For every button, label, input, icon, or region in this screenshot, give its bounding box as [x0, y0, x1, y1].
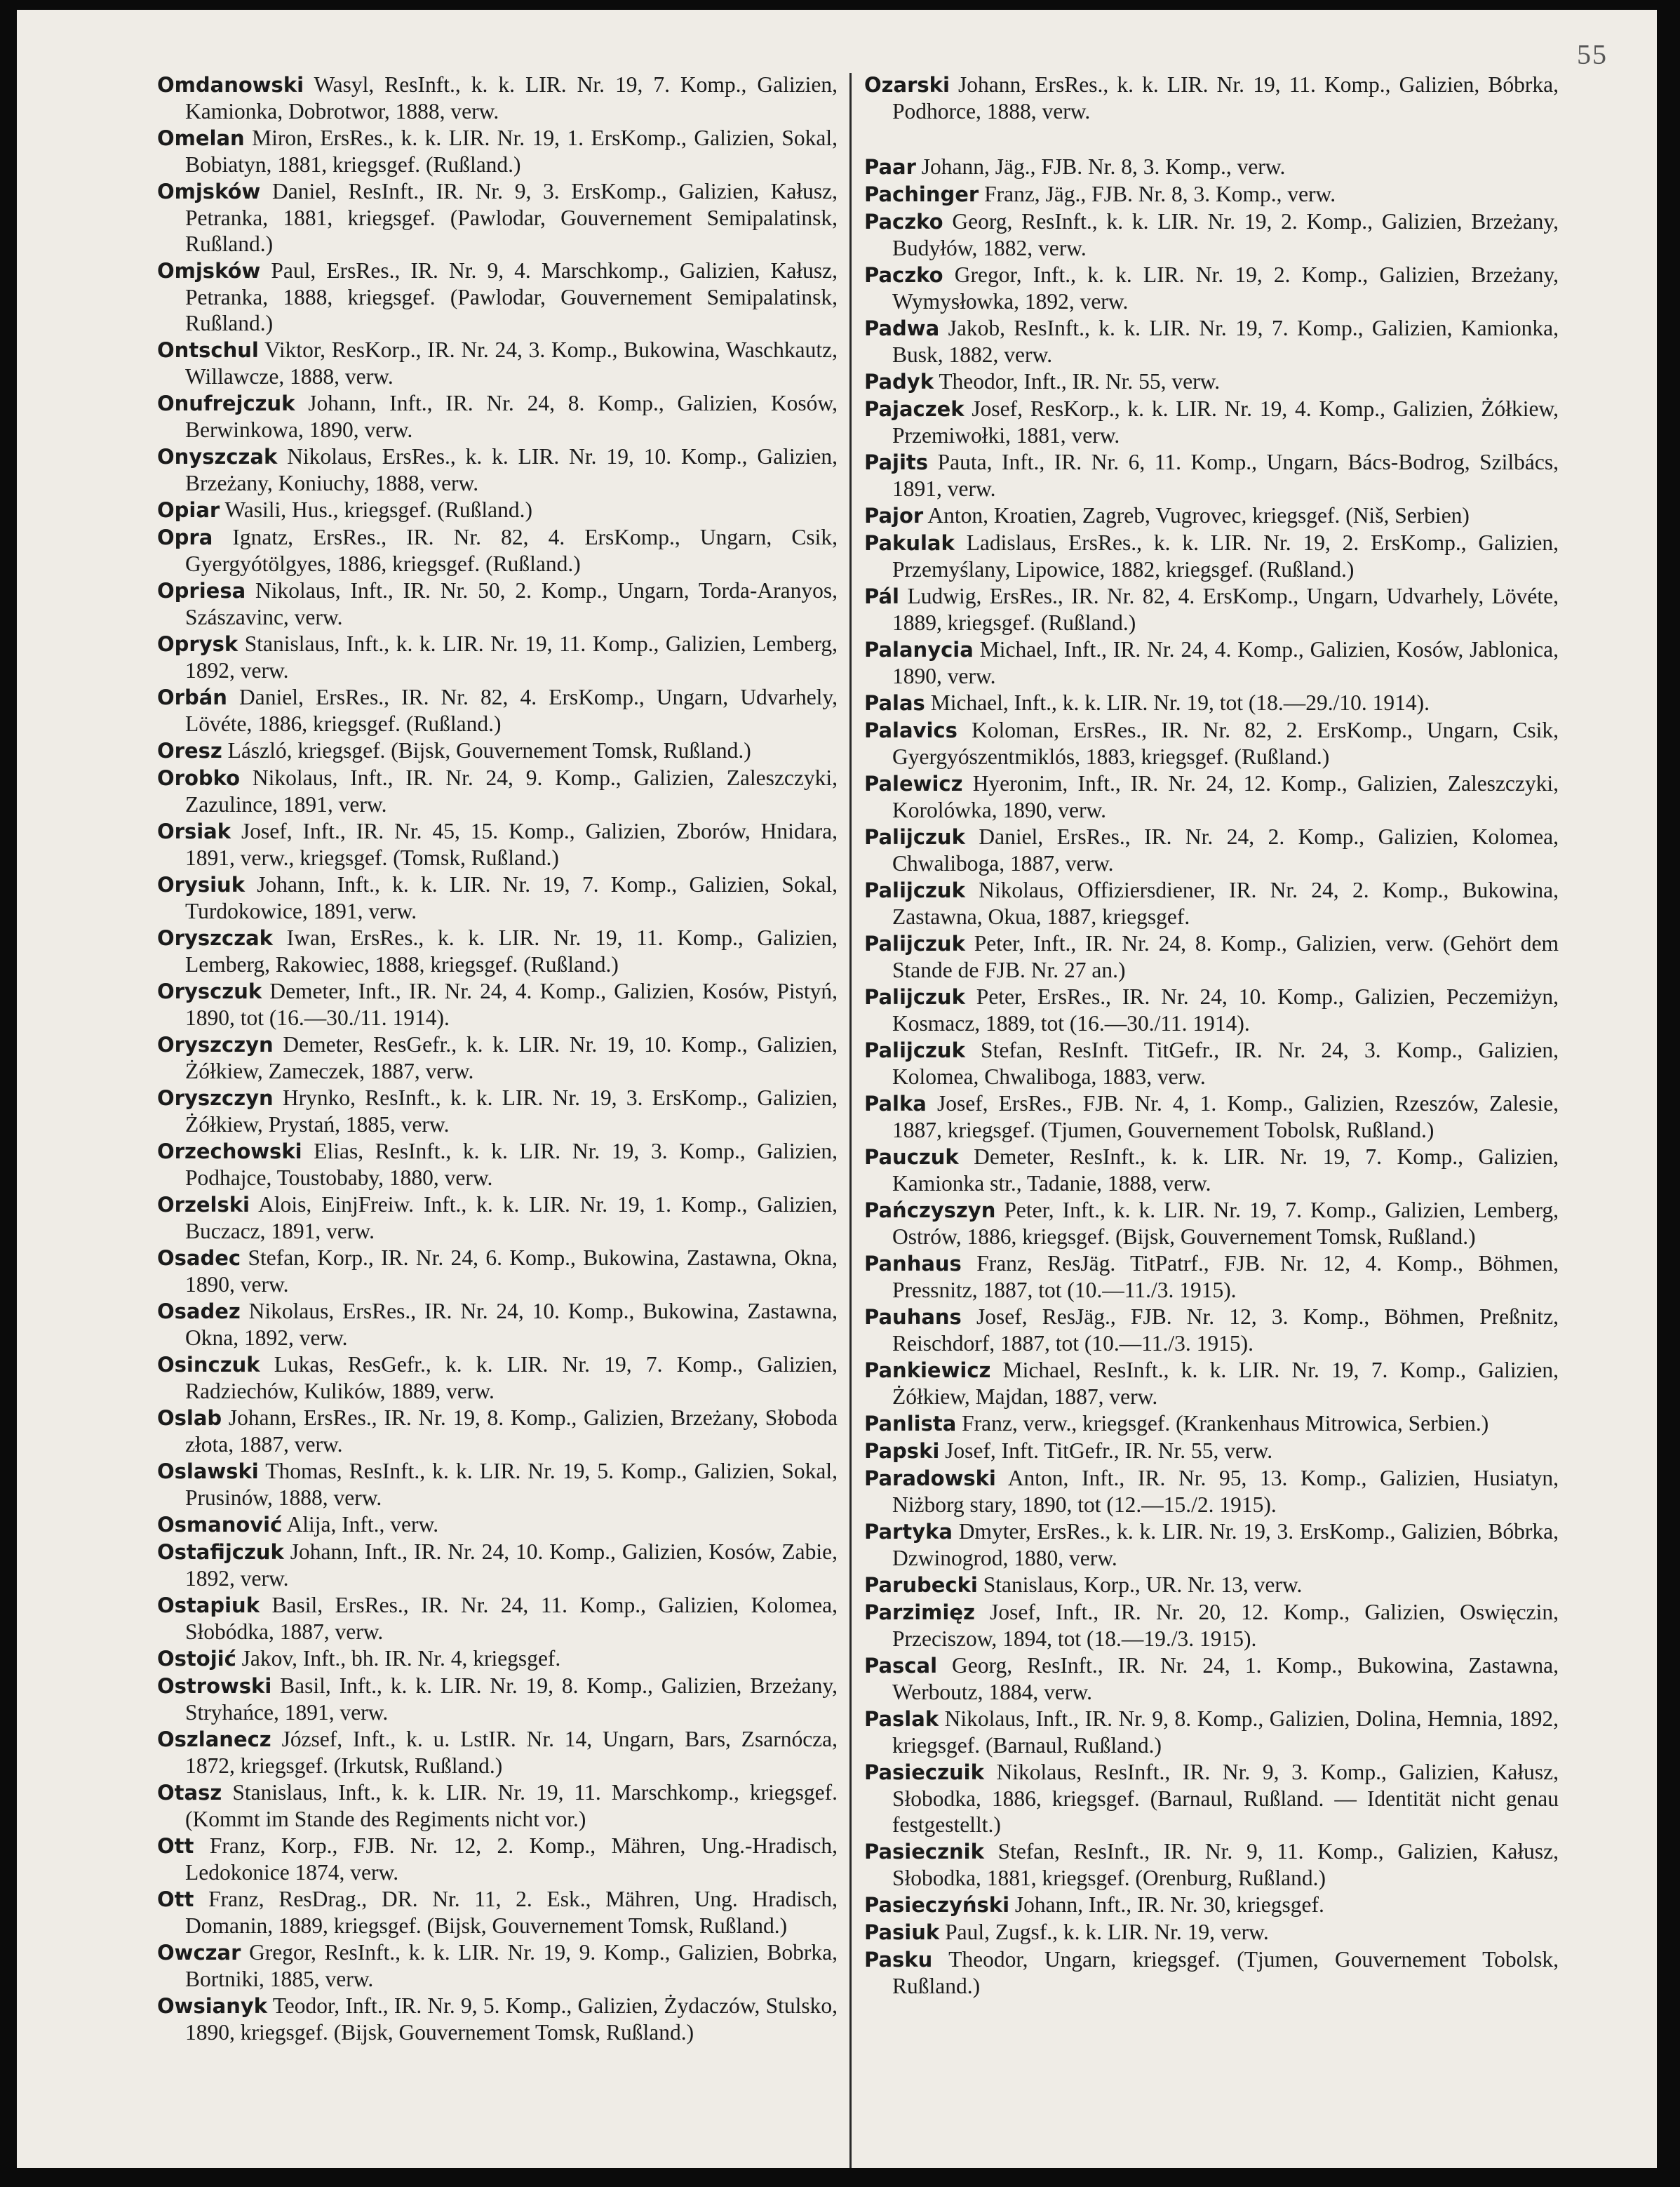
entry-surname: Oryszczyn [157, 1086, 274, 1110]
entry-surname: Orysiuk [157, 873, 245, 897]
list-entry [864, 770, 1559, 823]
entry-details: Daniel, ResInft., IR. Nr. 9, 3. ErsKomp., Galizien, Kałusz, Petranka, 1881, kriegsgef. (Pawlodar, Gouvernement Semipalatinsk, Rußland.) [185, 179, 838, 256]
entry-surname: Padwa [864, 316, 940, 340]
list-entry [864, 1892, 1559, 1918]
entry-surname: Palijczuk [864, 932, 965, 956]
list-entry [157, 1833, 838, 1885]
entry-surname: Palijczuk [864, 1038, 965, 1062]
entry-surname: Orzechowski [157, 1139, 302, 1163]
entry-details: Paul, ErsRes., IR. Nr. 9, 4. Marschkomp., Galizien, Kałusz, Petranka, 1888, kriegsgef. (Pawlodar, Gouvernement Semipalatinsk, Rußland.) [185, 258, 838, 335]
entry-details: Peter, Inft., IR. Nr. 24, 8. Komp., Galizien, verw. (Gehört dem Stande de FJB. Nr. 27 an.) [892, 931, 1559, 982]
entry-surname: Omdanowski [157, 73, 304, 97]
list-entry [864, 1304, 1559, 1356]
entry-details: Josef, Inft., IR. Nr. 45, 15. Komp., Galizien, Zborów, Hnidara, 1891, verw., kriegsgef. (Tomsk, Rußland.) [185, 819, 838, 870]
entry-surname: Owsianyk [157, 1994, 268, 2018]
entry-details: Dmyter, ErsRes., k. k. LIR. Nr. 19, 3. ErsKomp., Galizien, Bóbrka, Dzwinogrod, 1880, verw. [892, 1519, 1559, 1570]
list-entry [864, 1438, 1559, 1464]
entry-surname: Omjsków [157, 259, 261, 283]
entry-details: Nikolaus, ErsRes., k. k. LIR. Nr. 19, 10. Komp., Galizien, Brzeżany, Koniuchy, 1888, verw. [185, 444, 838, 495]
entry-details: Johann, Inft., IR. Nr. 24, 8. Komp., Galizien, Kosów, Berwinkowa, 1890, verw. [185, 391, 838, 442]
list-entry [157, 1298, 838, 1351]
list-entry [157, 497, 838, 523]
list-entry [864, 930, 1559, 983]
entry-details: Nikolaus, Offiziersdiener, IR. Nr. 24, 2. Komp., Bukowina, Zastawna, Okua, 1887, kriegsgef. [892, 878, 1559, 929]
entry-details: Lukas, ResGefr., k. k. LIR. Nr. 19, 7. Komp., Galizien, Radziechów, Kulików, 1889, verw. [185, 1352, 838, 1403]
list-entry [864, 154, 1559, 180]
entry-surname: Ozarski [864, 73, 950, 97]
list-entry [157, 1191, 838, 1244]
entry-details: Josef, Inft., IR. Nr. 20, 12. Komp., Galizien, Oswięczin, Przeciszow, 1894, tot (18.—19./3. 1915). [892, 1600, 1559, 1651]
list-entry [157, 1539, 838, 1591]
list-entry [157, 1405, 838, 1457]
entry-details: Teodor, Inft., IR. Nr. 9, 5. Komp., Galizien, Żydaczów, Stulsko, 1890, kriegsgef. (Bijsk, Gouvernement Tomsk, Rußland.) [185, 1993, 838, 2045]
entry-details: Franz, Jäg., FJB. Nr. 8, 3. Komp., verw. [984, 182, 1336, 206]
entry-surname: Opra [157, 526, 213, 549]
entry-details: Franz, verw., kriegsgef. (Krankenhaus Mitrowica, Serbien.) [962, 1411, 1489, 1436]
entry-details: Josef, Inft. TitGefr., IR. Nr. 55, verw. [945, 1438, 1273, 1463]
entry-surname: Osadec [157, 1246, 241, 1270]
entry-surname: Palijczuk [864, 825, 965, 849]
entry-details: Johann, Inft., IR. Nr. 24, 10. Komp., Galizien, Kosów, Zabie, 1892, verw. [185, 1539, 838, 1591]
entry-details: Nikolaus, Inft., IR. Nr. 50, 2. Komp., Ungarn, Torda-Aranyos, Szászavinc, verw. [185, 578, 838, 629]
entry-surname: Pajaczek [864, 397, 965, 421]
list-entry [157, 765, 838, 817]
entry-details: Johann, ErsRes., k. k. LIR. Nr. 19, 11. Komp., Galizien, Bóbrka, Podhorce, 1888, verw. [892, 72, 1559, 123]
list-entry [157, 1085, 838, 1137]
entry-surname: Osadez [157, 1299, 241, 1323]
entry-details: Demeter, ResInft., k. k. LIR. Nr. 19, 7. Komp., Galizien, Kamionka str., Tadanie, 1888, verw. [892, 1144, 1559, 1196]
entry-details: Viktor, ResKorp., IR. Nr. 24, 3. Komp., Bukowina, Waschkautz, Willawcze, 1888, verw. [185, 337, 838, 389]
entry-surname: Ostrowski [157, 1674, 272, 1698]
list-entry [157, 178, 838, 257]
entry-surname: Paczko [864, 210, 943, 234]
list-entry [864, 502, 1559, 529]
list-entry [864, 1759, 1559, 1838]
list-entry [157, 818, 838, 871]
list-entry [864, 530, 1559, 582]
entry-details: Johann, Inft., k. k. LIR. Nr. 19, 7. Komp., Galizien, Sokal, Turdokowice, 1891, verw. [185, 872, 838, 923]
list-entry [864, 1037, 1559, 1090]
list-entry [864, 1652, 1559, 1705]
entry-details: Nikolaus, ErsRes., IR. Nr. 24, 10. Komp., Bukowina, Zastawna, Okna, 1892, verw. [185, 1299, 838, 1350]
entry-surname: Pasku [864, 1948, 933, 1972]
entry-surname: Owczar [157, 1941, 241, 1965]
entry-details: Alija, Inft., verw. [286, 1512, 439, 1537]
entry-surname: Paar [864, 155, 916, 179]
entry-surname: Ostojić [157, 1647, 236, 1671]
list-entry [157, 72, 838, 124]
list-entry [157, 1458, 838, 1511]
list-entry [864, 315, 1559, 368]
right-column [864, 72, 1559, 2000]
entry-details: Johann, ErsRes., IR. Nr. 19, 8. Komp., Galizien, Brzeżany, Słoboda złota, 1887, verw. [185, 1405, 838, 1457]
entry-surname: Otasz [157, 1781, 222, 1805]
entry-surname: Palka [864, 1092, 927, 1116]
entry-details: Peter, ErsRes., IR. Nr. 24, 10. Komp., Galizien, Peczemiżyn, Kosmacz, 1889, tot (16.—30./11. 1914). [892, 984, 1559, 1036]
entry-surname: Paczko [864, 263, 943, 287]
entry-surname: Ott [157, 1834, 194, 1858]
entry-surname: Palijczuk [864, 878, 965, 902]
entry-details: Stefan, Korp., IR. Nr. 24, 6. Komp., Bukowina, Zastawna, Okna, 1890, verw. [185, 1245, 838, 1297]
entry-surname: Orbán [157, 685, 227, 709]
entry-details: Gregor, Inft., k. k. LIR. Nr. 19, 2. Komp., Galizien, Brzeżany, Wymysłowka, 1892, verw. [892, 262, 1559, 314]
entry-surname: Palas [864, 691, 925, 715]
entry-surname: Pakulak [864, 531, 955, 555]
list-entry [157, 1351, 838, 1404]
list-entry [864, 583, 1559, 636]
entry-surname: Pasiuk [864, 1920, 940, 1944]
list-entry [157, 1245, 838, 1297]
list-entry [864, 1572, 1559, 1598]
column-divider [849, 73, 852, 2168]
entry-details: Demeter, ResGefr., k. k. LIR. Nr. 19, 10. Komp., Galizien, Żółkiew, Zameczek, 1887, verw. [185, 1032, 838, 1083]
entry-details: Michael, Inft., k. k. LIR. Nr. 19, tot (18.—29./10. 1914). [930, 690, 1430, 715]
list-entry [157, 577, 838, 630]
entry-details: Gregor, ResInft., k. k. LIR. Nr. 19, 9. Komp., Galizien, Bobrka, Bortniki, 1885, verw. [185, 1940, 838, 1991]
list-entry [864, 1090, 1559, 1143]
entry-surname: Oszlanecz [157, 1727, 271, 1751]
entry-details: Michael, ResInft., k. k. LIR. Nr. 19, 7. Komp., Galizien, Żółkiew, Majdan, 1887, verw. [892, 1358, 1559, 1409]
list-entry [157, 1886, 838, 1939]
entry-surname: Parubecki [864, 1573, 978, 1597]
entry-details: Miron, ErsRes., k. k. LIR. Nr. 19, 1. ErsKomp., Galizien, Sokal, Bobiatyn, 1881, kriegsgef. (Rußland.) [185, 126, 838, 177]
list-entry [864, 1250, 1559, 1303]
list-entry [864, 262, 1559, 314]
list-entry [864, 824, 1559, 876]
list-entry [864, 72, 1559, 124]
entry-surname: Oresz [157, 739, 222, 763]
list-entry [864, 1599, 1559, 1652]
list-entry [157, 125, 838, 178]
entry-surname: Ostafijczuk [157, 1540, 284, 1564]
list-entry [157, 258, 838, 336]
list-entry [864, 396, 1559, 448]
entry-surname: Opriesa [157, 579, 246, 603]
entry-surname: Pasieczuik [864, 1760, 984, 1784]
entry-details: Alois, EinjFreiw. Inft., k. k. LIR. Nr. 19, 1. Komp., Galizien, Buczacz, 1891, verw. [185, 1192, 838, 1243]
entry-details: Theodor, Inft., IR. Nr. 55, verw. [939, 369, 1221, 394]
entry-details: Stanislaus, Korp., UR. Nr. 13, verw. [983, 1572, 1303, 1597]
page-number: 55 [1577, 39, 1608, 70]
entry-surname: Pańczyszyn [864, 1198, 996, 1222]
entry-surname: Palijczuk [864, 985, 965, 1009]
entry-surname: Pascal [864, 1654, 938, 1678]
list-entry [864, 877, 1559, 930]
entry-details: Hrynko, ResInft., k. k. LIR. Nr. 19, 3. ErsKomp., Galizien, Żółkiew, Prystań, 1885, verw. [185, 1085, 838, 1137]
entry-details: Ignatz, ErsRes., IR. Nr. 82, 4. ErsKomp., Ungarn, Csik, Gyergyótölgyes, 1886, kriegsgef. (Rußland.) [185, 525, 838, 576]
entry-details: Ladislaus, ErsRes., k. k. LIR. Nr. 19, 2. ErsKomp., Galizien, Przemyślany, Lipowice, 1882, kriegsgef. (Rußland.) [892, 530, 1559, 582]
list-entry [864, 636, 1559, 689]
entry-details: Josef, ErsRes., FJB. Nr. 4, 1. Komp., Galizien, Rzeszów, Zalesie, 1887, kriegsgef. (Tjumen, Gouvernement Tobolsk, Rußland.) [892, 1091, 1559, 1142]
list-entry [864, 1706, 1559, 1758]
list-entry [864, 1946, 1559, 1999]
list-entry [157, 524, 838, 577]
entry-surname: Omjsków [157, 180, 261, 203]
entry-details: Michael, Inft., IR. Nr. 24, 4. Komp., Galizien, Kosów, Jablonica, 1890, verw. [892, 637, 1559, 688]
entry-details: Paul, Zugsf., k. k. LIR. Nr. 19, verw. [945, 1920, 1269, 1944]
entry-details: Jakob, ResInft., k. k. LIR. Nr. 19, 7. Komp., Galizien, Kamionka, Busk, 1882, verw. [892, 316, 1559, 367]
entry-surname: Pasieczyński [864, 1893, 1010, 1917]
entry-details: Anton, Kroatien, Zagreb, Vugrovec, kriegsgef. (Niš, Serbien) [927, 503, 1470, 528]
entry-surname: Palavics [864, 718, 957, 742]
entry-surname: Pauhans [864, 1305, 962, 1329]
entry-details: Theodor, Ungarn, kriegsgef. (Tjumen, Gouvernement Tobolsk, Rußland.) [892, 1947, 1559, 1998]
entry-surname: Oprysk [157, 632, 238, 656]
entry-surname: Onufrejczuk [157, 392, 295, 415]
list-entry [157, 1939, 838, 1992]
entry-surname: Ontschul [157, 338, 259, 362]
entry-details: László, kriegsgef. (Bijsk, Gouvernement Tomsk, Rußland.) [227, 738, 751, 763]
list-entry [157, 1673, 838, 1725]
list-entry [864, 1357, 1559, 1410]
entry-details: Elias, ResInft., k. k. LIR. Nr. 19, 3. Komp., Galizien, Podhajce, Toustobaby, 1880, verw. [185, 1139, 838, 1190]
entry-details: Franz, ResJäg. TitPatrf., FJB. Nr. 12, 4. Komp., Böhmen, Pressnitz, 1887, tot (10.—11./3. 1915). [892, 1251, 1559, 1302]
entry-surname: Pankiewicz [864, 1358, 991, 1382]
entry-surname: Paradowski [864, 1466, 996, 1490]
list-entry [864, 1197, 1559, 1250]
entry-details: Iwan, ErsRes., k. k. LIR. Nr. 19, 11. Komp., Galizien, Lemberg, Rakowiec, 1888, kriegsgef. (Rußland.) [185, 925, 838, 977]
list-entry [864, 368, 1559, 395]
entry-surname: Ott [157, 1887, 194, 1911]
entry-details: Stefan, ResInft. TitGefr., IR. Nr. 24, 3. Komp., Galizien, Kolomea, Chwaliboga, 1883, verw. [892, 1038, 1559, 1089]
entry-details: Franz, ResDrag., DR. Nr. 11, 2. Esk., Mähren, Ung. Hradisch, Domanin, 1889, kriegsgef. (Bijsk, Gouvernement Tomsk, Rußland.) [185, 1887, 838, 1938]
entry-surname: Papski [864, 1439, 940, 1463]
list-entry [157, 1645, 838, 1672]
list-entry [157, 925, 838, 977]
entry-surname: Pajor [864, 504, 924, 528]
list-entry [864, 1410, 1559, 1437]
entry-surname: Opiar [157, 498, 220, 522]
entry-details: Wasili, Hus., kriegsgef. (Rußland.) [224, 497, 532, 522]
list-entry [157, 684, 838, 737]
list-entry [157, 737, 838, 764]
entry-surname: Pajits [864, 450, 929, 474]
entry-surname: Oslawski [157, 1459, 259, 1483]
entry-details: Josef, ResJäg., FJB. Nr. 12, 3. Komp., Böhmen, Preßnitz, Reischdorf, 1887, tot (10.—11./3. 1915). [892, 1304, 1559, 1356]
entry-surname: Osmanović [157, 1513, 283, 1537]
entry-details: Georg, ResInft., k. k. LIR. Nr. 19, 2. Komp., Galizien, Brzeżany, Budyłów, 1882, verw. [892, 209, 1559, 260]
entry-details: Demeter, Inft., IR. Nr. 24, 4. Komp., Galizien, Kosów, Pistyń, 1890, tot (16.—30./11. 1914). [185, 979, 838, 1030]
entry-details: Pauta, Inft., IR. Nr. 6, 11. Komp., Ungarn, Bács-Bodrog, Szilbács, 1891, verw. [892, 450, 1559, 501]
list-entry [157, 390, 838, 443]
entry-details: Nikolaus, Inft., IR. Nr. 9, 8. Komp., Galizien, Dolina, Hemnia, 1892, kriegsgef. (Barnaul, Rußland.) [892, 1706, 1559, 1758]
entry-surname: Orysczuk [157, 979, 262, 1003]
entry-surname: Pál [864, 584, 899, 608]
entry-surname: Osinczuk [157, 1353, 260, 1377]
entry-surname: Oryszczyn [157, 1033, 274, 1057]
list-entry [864, 449, 1559, 502]
list-entry [864, 1144, 1559, 1196]
entry-details: Daniel, ErsRes., IR. Nr. 82, 4. ErsKomp., Ungarn, Udvarhely, Lövéte, 1886, kriegsgef. (Rußland.) [185, 685, 838, 736]
entry-details: Stanislaus, Inft., k. k. LIR. Nr. 19, 11. Marschkomp., kriegsgef. (Kommt im Stande des Regiments nicht vor.) [185, 1780, 838, 1831]
entry-details: Johann, Inft., IR. Nr. 30, kriegsgef. [1014, 1892, 1324, 1917]
entry-surname: Oslab [157, 1406, 222, 1430]
list-entry [157, 1511, 838, 1538]
entry-surname: Pasiecznik [864, 1840, 984, 1864]
document-page [17, 10, 1657, 2168]
entry-details: Hyeronim, Inft., IR. Nr. 24, 12. Komp., Galizien, Zaleszczyki, Korolówka, 1890, verw. [892, 771, 1559, 822]
entry-surname: Orobko [157, 766, 241, 790]
entry-surname: Ostapiuk [157, 1593, 260, 1617]
list-entry [157, 1031, 838, 1084]
list-entry [864, 717, 1559, 770]
list-entry [157, 443, 838, 496]
entry-details: Basil, ErsRes., IR. Nr. 24, 11. Komp., Galizien, Kolomea, Słobódka, 1887, verw. [185, 1593, 838, 1644]
entry-details: Koloman, ErsRes., IR. Nr. 82, 2. ErsKomp., Ungarn, Csik, Gyergyószentmiklós, 1883, kriegsgef. (Rußland.) [892, 718, 1559, 769]
entry-surname: Orsiak [157, 820, 231, 843]
list-entry [864, 1465, 1559, 1518]
entry-details: Nikolaus, Inft., IR. Nr. 24, 9. Komp., Galizien, Zaleszczyki, Zazulince, 1891, verw. [185, 765, 838, 817]
entry-surname: Palanycia [864, 638, 974, 662]
list-entry [157, 978, 838, 1031]
entry-details: Ludwig, ErsRes., IR. Nr. 82, 4. ErsKomp., Ungarn, Udvarhely, Lövéte, 1889, kriegsgef. (Rußland.) [892, 584, 1559, 635]
list-entry [157, 1138, 838, 1191]
list-entry [864, 1838, 1559, 1891]
entry-surname: Partyka [864, 1520, 953, 1544]
entry-details: Jakov, Inft., bh. IR. Nr. 4, kriegsgef. [241, 1646, 561, 1671]
entry-surname: Paslak [864, 1707, 939, 1731]
left-column [157, 72, 838, 2046]
entry-details: Nikolaus, ResInft., IR. Nr. 9, 3. Komp., Galizien, Kałusz, Słobodka, 1886, kriegsgef. (Barnaul, Rußland. — Identität nicht genau festgestellt.) [892, 1760, 1559, 1837]
list-entry [157, 871, 838, 924]
list-entry [157, 631, 838, 683]
list-entry [864, 181, 1559, 208]
entry-surname: Padyk [864, 370, 934, 394]
list-entry [864, 1919, 1559, 1946]
list-entry [864, 984, 1559, 1036]
entry-surname: Onyszczak [157, 445, 278, 469]
entry-details: Wasyl, ResInft., k. k. LIR. Nr. 19, 7. Komp., Galizien, Kamionka, Dobrotwor, 1888, verw. [185, 72, 838, 123]
list-entry [157, 1993, 838, 2045]
entry-details: Josef, ResKorp., k. k. LIR. Nr. 19, 4. Komp., Galizien, Żółkiew, Przemiwołki, 1881, verw. [892, 396, 1559, 448]
entry-details: Peter, Inft., k. k. LIR. Nr. 19, 7. Komp., Galizien, Lemberg, Ostrów, 1886, kriegsgef. (Bijsk, Gouvernement Tomsk, Rußland.) [892, 1198, 1559, 1249]
list-entry [864, 690, 1559, 716]
entry-surname: Parzimięz [864, 1600, 975, 1624]
entry-details: Thomas, ResInft., k. k. LIR. Nr. 19, 5. Komp., Galizien, Sokal, Prusinów, 1888, verw. [185, 1459, 838, 1510]
entry-surname: Omelan [157, 126, 245, 150]
entry-details: Franz, Korp., FJB. Nr. 12, 2. Komp., Mähren, Ung.-Hradisch, Ledokonice 1874, verw. [185, 1833, 838, 1885]
list-entry [864, 208, 1559, 261]
entry-surname: Panhaus [864, 1252, 962, 1276]
entry-surname: Pauczuk [864, 1145, 959, 1169]
list-entry [157, 337, 838, 389]
entry-surname: Panlista [864, 1412, 957, 1436]
list-entry [157, 1726, 838, 1779]
entry-details: Stanislaus, Inft., k. k. LIR. Nr. 19, 11. Komp., Galizien, Lemberg, 1892, verw. [185, 631, 838, 683]
list-entry [157, 1592, 838, 1645]
list-entry [864, 1518, 1559, 1571]
entry-details: Basil, Inft., k. k. LIR. Nr. 19, 8. Komp., Galizien, Brzeżany, Stryhańce, 1891, verw. [185, 1673, 838, 1725]
entry-surname: Oryszczak [157, 926, 273, 950]
entry-details: Daniel, ErsRes., IR. Nr. 24, 2. Komp., Galizien, Kolomea, Chwaliboga, 1887, verw. [892, 824, 1559, 876]
entry-details: Stefan, ResInft., IR. Nr. 9, 11. Komp., Galizien, Kałusz, Słobodka, 1881, kriegsgef. (Orenburg, Rußland.) [892, 1839, 1559, 1890]
list-entry [157, 1779, 838, 1832]
entry-details: Anton, Inft., IR. Nr. 95, 13. Komp., Galizien, Husiatyn, Niżborg stary, 1890, tot (12.—15./2. 1915). [892, 1466, 1559, 1517]
entry-surname: Pachinger [864, 182, 979, 206]
entry-details: Georg, ResInft., IR. Nr. 24, 1. Komp., Bukowina, Zastawna, Werboutz, 1884, verw. [892, 1653, 1559, 1704]
entry-details: Johann, Jäg., FJB. Nr. 8, 3. Komp., verw. [921, 154, 1286, 179]
entry-surname: Palewicz [864, 772, 963, 796]
entry-surname: Orzelski [157, 1193, 250, 1217]
entry-details: József, Inft., k. u. LstIR. Nr. 14, Ungarn, Bars, Zsarnócza, 1872, kriegsgef. (Irkutsk, Rußland.) [185, 1727, 838, 1778]
